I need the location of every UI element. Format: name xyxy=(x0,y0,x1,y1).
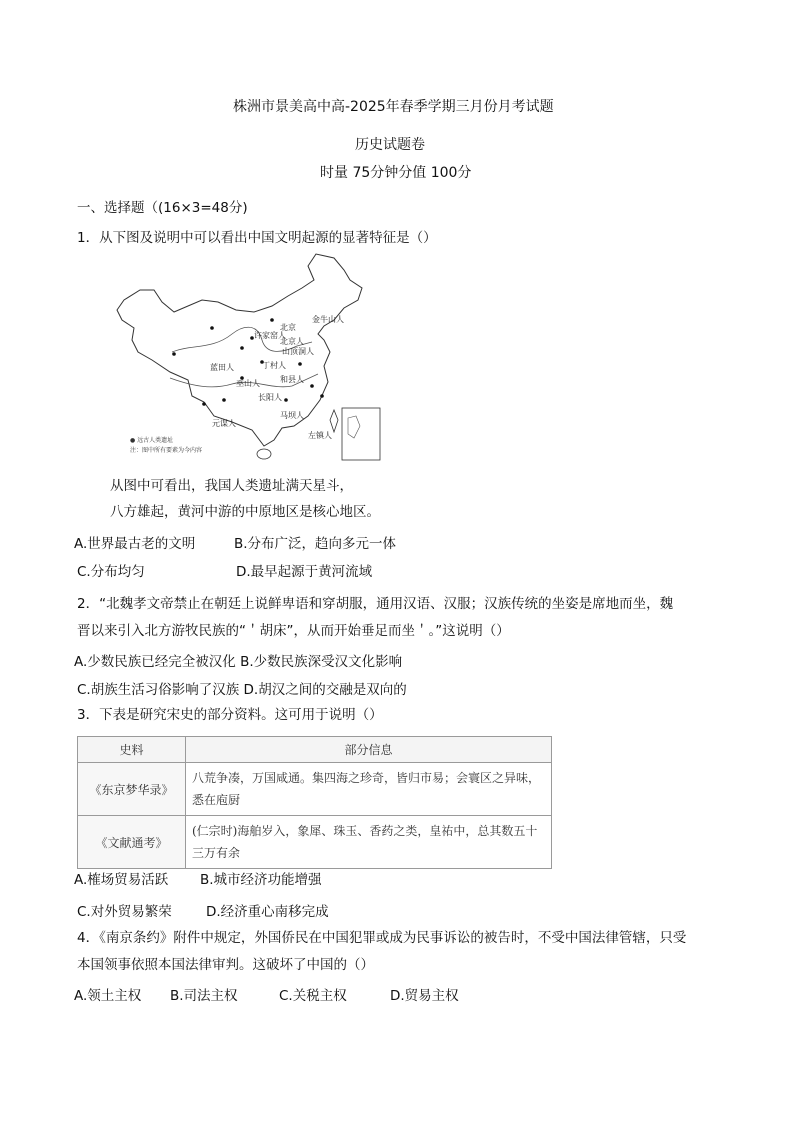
table-row xyxy=(78,763,552,816)
site-dot xyxy=(310,384,314,388)
map-label-xujiayao: 许家窑人 xyxy=(254,331,286,340)
map-label-hexian: 和县人 xyxy=(280,375,304,384)
map-label-zuozhen: 左镇人 xyxy=(308,431,332,440)
map-label-dingcun: 丁村人 xyxy=(262,361,286,370)
q4-option-a[interactable]: A.领土主权 xyxy=(74,988,142,1004)
q3-option-a[interactable]: A.榷场贸易活跃 xyxy=(74,872,169,888)
site-dot xyxy=(202,402,206,406)
q1-caption-1: 从图中可看出，我国人类遗址满天星斗， xyxy=(110,478,353,494)
site-dot xyxy=(240,346,244,350)
q4-option-d[interactable]: D.贸易主权 xyxy=(390,988,459,1004)
site-dot xyxy=(172,352,176,356)
table-cell-info: (仁宗时)海舶岁入，象犀、珠玉、香药之类，皇祐中，总其数五十三万有余 xyxy=(186,816,552,869)
map-label-changyang: 长阳人 xyxy=(258,393,282,402)
q1-option-a[interactable]: A.世界最古老的文明 xyxy=(74,536,196,552)
map-label-beijing: 北京 xyxy=(280,323,296,332)
q3-option-d[interactable]: D.经济重心南移完成 xyxy=(206,904,329,920)
site-dot xyxy=(284,398,288,402)
exam-title: 株洲市景美高中高-2025年春季学期三月份月考试题 xyxy=(233,99,554,115)
q1-option-c[interactable]: C.分布均匀 xyxy=(77,564,145,580)
map-label-beijingren: 北京人 xyxy=(280,337,304,346)
table-cell-source: 《东京梦华录》 xyxy=(78,763,186,816)
map-label-yuanmou: 元谋人 xyxy=(212,419,236,428)
q1-caption-2: 八方雄起，黄河中游的中原地区是核心地区。 xyxy=(110,504,380,520)
table-row xyxy=(78,816,552,869)
site-dot xyxy=(270,318,274,322)
map-legend-note: 注：图中所有要素为今内容 xyxy=(130,447,203,454)
q4-stem-line-1: 4．《南京条约》附件中规定，外国侨民在中国犯罪或成为民事诉讼的被告时，不受中国法律管辖，只受 xyxy=(77,930,687,946)
site-dot xyxy=(222,398,226,402)
q3-option-c[interactable]: C.对外贸易繁荣 xyxy=(77,904,172,920)
map-label-maba: 马坝人 xyxy=(280,411,304,420)
q2-options-cd[interactable]: C.胡族生活习俗影响了汉族 D.胡汉之间的交融是双向的 xyxy=(77,682,407,698)
map-label-wushan: 巫山人 xyxy=(236,379,260,388)
table-cell-info: 八荒争凑，万国咸通。集四海之珍奇，皆归市易；会寰区之异味，悉在庖厨 xyxy=(186,763,552,816)
q1-stem: 1．从下图及说明中可以看出中国文明起源的显著特征是（） xyxy=(77,230,437,246)
q4-option-b[interactable]: B.司法主权 xyxy=(170,988,238,1004)
china-map-svg xyxy=(112,250,392,465)
q3-source-table xyxy=(77,736,552,869)
q2-stem-line-1: 2．“北魏孝文帝禁止在朝廷上说鲜卑语和穿胡服，通用汉语、汉服；汉族传统的坐姿是席地而坐，魏 xyxy=(77,596,674,612)
map-legend-item: ● 远古人类遗址 xyxy=(130,437,174,444)
subject-title: 历史试题卷 xyxy=(355,137,425,153)
site-dot xyxy=(298,362,302,366)
q4-stem-line-2: 本国领事依照本国法律审判。这破坏了中国的（） xyxy=(77,957,374,973)
time-score-line: 时量 75分钟分值 100分 xyxy=(320,165,472,181)
q2-options-ab[interactable]: A.少数民族已经完全被汉化 B.少数民族深受汉文化影响 xyxy=(74,654,403,670)
taiwan-island xyxy=(330,410,338,432)
table-header-source: 史料 xyxy=(78,737,186,763)
q2-stem-line-2: 晋以来引入北方游牧民族的“＇胡床”，从而开始垂足而坐＇。”这说明（） xyxy=(77,623,510,639)
map-label-shandingdong: 山顶洞人 xyxy=(282,347,314,356)
q3-option-b[interactable]: B.城市经济功能增强 xyxy=(200,872,322,888)
q1-option-b[interactable]: B.分布广泛，趋向多元一体 xyxy=(234,536,397,552)
q3-stem: 3．下表是研究宋史的部分资料。这可用于说明（） xyxy=(77,707,383,723)
q1-option-d[interactable]: D.最早起源于黄河流域 xyxy=(236,564,373,580)
china-map-figure xyxy=(112,250,392,465)
section-title: 一、选择题（(16×3=48分) xyxy=(77,200,248,216)
table-header-row xyxy=(78,737,552,763)
table-cell-source: 《文献通考》 xyxy=(78,816,186,869)
china-outline xyxy=(117,254,362,446)
site-dot xyxy=(320,394,324,398)
hainan-island xyxy=(257,449,271,459)
q4-option-c[interactable]: C.关税主权 xyxy=(279,988,347,1004)
site-dot xyxy=(210,326,214,330)
table-header-info: 部分信息 xyxy=(186,737,552,763)
map-label-lantian: 蓝田人 xyxy=(210,363,234,372)
map-label-jinniushan: 金牛山人 xyxy=(312,315,344,324)
